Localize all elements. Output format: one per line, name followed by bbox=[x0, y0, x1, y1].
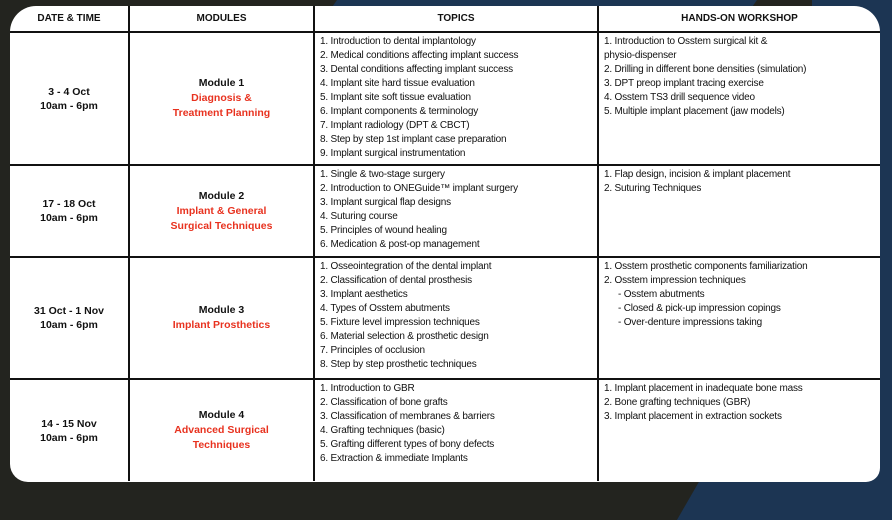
date-text: 3 - 4 Oct bbox=[48, 85, 90, 98]
topic-item: 2. Medical conditions affecting implant success bbox=[320, 50, 519, 61]
table-header-row bbox=[10, 6, 880, 32]
module-cell bbox=[129, 32, 314, 165]
topic-item: 5. Principles of wound healing bbox=[320, 225, 447, 236]
workshop-item: 1. Introduction to Osstem surgical kit & bbox=[604, 36, 768, 47]
topic-item: 6. Extraction & immediate Implants bbox=[320, 453, 468, 464]
workshop-item: - Closed & pick-up impression copings bbox=[618, 303, 781, 314]
workshop-cell bbox=[598, 32, 880, 165]
module-number: Module 4 bbox=[198, 409, 245, 421]
module-cell bbox=[129, 165, 314, 257]
topic-item: 4. Implant site hard tissue evaluation bbox=[320, 78, 475, 89]
topics-cell bbox=[314, 32, 598, 165]
module-name: Implant & General bbox=[176, 204, 267, 217]
topic-item: 4. Suturing course bbox=[320, 211, 398, 222]
workshop-item: 2. Bone grafting techniques (GBR) bbox=[604, 397, 751, 408]
workshop-item: 1. Flap design, incision & implant placement bbox=[604, 169, 791, 180]
module-number: Module 2 bbox=[198, 189, 245, 202]
topic-item: 8. Step by step 1st implant case preparation bbox=[320, 134, 507, 145]
module-number: Module 1 bbox=[198, 77, 245, 89]
table-row bbox=[10, 379, 880, 481]
date-text: 17 - 18 Oct bbox=[42, 198, 96, 210]
time-text: 10am - 6pm bbox=[40, 99, 98, 112]
topic-item: 3. Implant aesthetics bbox=[320, 289, 408, 300]
workshop-item: 1. Osstem prosthetic components familiarization bbox=[604, 261, 808, 272]
header-hands-on-workshop: HANDS-ON WORKSHOP bbox=[598, 6, 880, 32]
course-schedule-table bbox=[10, 6, 880, 481]
module-name: Advanced Surgical bbox=[174, 424, 269, 436]
topic-item: 6. Implant components & terminology bbox=[320, 106, 479, 117]
table-row bbox=[10, 32, 880, 165]
topics-cell bbox=[314, 257, 598, 379]
time-text: 10am - 6pm bbox=[40, 212, 98, 224]
workshop-item: - Over-denture impressions taking bbox=[618, 317, 763, 328]
topic-item: 5. Implant site soft tissue evaluation bbox=[320, 92, 471, 103]
topic-item: 5. Grafting different types of bony defects bbox=[320, 439, 495, 450]
time-text: 10am - 6pm bbox=[40, 431, 98, 444]
module-name: Diagnosis & bbox=[191, 92, 252, 104]
topic-item: 4. Types of Osstem abutments bbox=[320, 303, 450, 314]
header-modules: MODULES bbox=[129, 6, 314, 32]
module-name: Implant Prosthetics bbox=[172, 319, 271, 331]
module-name: Treatment Planning bbox=[172, 107, 271, 119]
workshop-item: physio-dispenser bbox=[604, 50, 677, 61]
workshop-cell bbox=[598, 379, 880, 481]
topic-item: 1. Introduction to GBR bbox=[320, 383, 415, 394]
header-date-time: DATE & TIME bbox=[10, 6, 129, 32]
module-name: Surgical Techniques bbox=[170, 219, 273, 232]
date-text: 14 - 15 Nov bbox=[41, 417, 97, 430]
module-name: Techniques bbox=[192, 439, 251, 451]
topic-item: 2. Classification of bone grafts bbox=[320, 397, 448, 408]
date-time-cell bbox=[10, 165, 129, 257]
topic-item: 6. Material selection & prosthetic design bbox=[320, 331, 489, 342]
topic-item: 2. Introduction to ONEGuide™ implant surgery bbox=[320, 183, 518, 194]
topic-item: 7. Implant radiology (DPT & CBCT) bbox=[320, 120, 470, 131]
date-time-cell bbox=[10, 32, 129, 165]
topic-item: 8. Step by step prosthetic techniques bbox=[320, 359, 477, 370]
module-cell bbox=[129, 379, 314, 481]
workshop-item: 1. Implant placement in inadequate bone mass bbox=[604, 383, 803, 394]
header-topics: TOPICS bbox=[314, 6, 598, 32]
workshop-item: 3. DPT preop implant tracing exercise bbox=[604, 78, 764, 89]
topic-item: 9. Implant surgical instrumentation bbox=[320, 148, 466, 159]
workshop-item: 2. Drilling in different bone densities (simulation) bbox=[604, 64, 807, 75]
workshop-item: 4. Osstem TS3 drill sequence video bbox=[604, 92, 755, 103]
table-row bbox=[10, 257, 880, 379]
topics-cell bbox=[314, 165, 598, 257]
topic-item: 6. Medication & post-op management bbox=[320, 239, 480, 250]
topic-item: 2. Classification of dental prosthesis bbox=[320, 275, 472, 286]
time-text: 10am - 6pm bbox=[40, 319, 98, 331]
module-number: Module 3 bbox=[198, 304, 245, 316]
workshop-item: 5. Multiple implant placement (jaw models) bbox=[604, 106, 785, 117]
topic-item: 1. Introduction to dental implantology bbox=[320, 36, 476, 47]
date-time-cell bbox=[10, 257, 129, 379]
schedule-card bbox=[10, 6, 880, 482]
workshop-item: 2. Osstem impression techniques bbox=[604, 275, 746, 286]
topic-item: 7. Principles of occlusion bbox=[320, 345, 425, 356]
topic-item: 1. Single & two-stage surgery bbox=[320, 169, 445, 180]
topic-item: 4. Grafting techniques (basic) bbox=[320, 425, 445, 436]
topic-item: 5. Fixture level impression techniques bbox=[320, 317, 480, 328]
workshop-item: 2. Suturing Techniques bbox=[604, 183, 702, 194]
workshop-cell bbox=[598, 257, 880, 379]
topics-cell bbox=[314, 379, 598, 481]
workshop-item: - Osstem abutments bbox=[618, 289, 705, 300]
date-time-cell bbox=[10, 379, 129, 481]
module-cell bbox=[129, 257, 314, 379]
topic-item: 3. Dental conditions affecting implant success bbox=[320, 64, 513, 75]
topic-item: 1. Osseointegration of the dental implant bbox=[320, 261, 492, 272]
workshop-item: 3. Implant placement in extraction sockets bbox=[604, 411, 782, 422]
table-row bbox=[10, 165, 880, 257]
workshop-cell bbox=[598, 165, 880, 257]
topic-item: 3. Implant surgical flap designs bbox=[320, 197, 451, 208]
topic-item: 3. Classification of membranes & barriers bbox=[320, 411, 495, 422]
date-text: 31 Oct - 1 Nov bbox=[33, 305, 105, 317]
